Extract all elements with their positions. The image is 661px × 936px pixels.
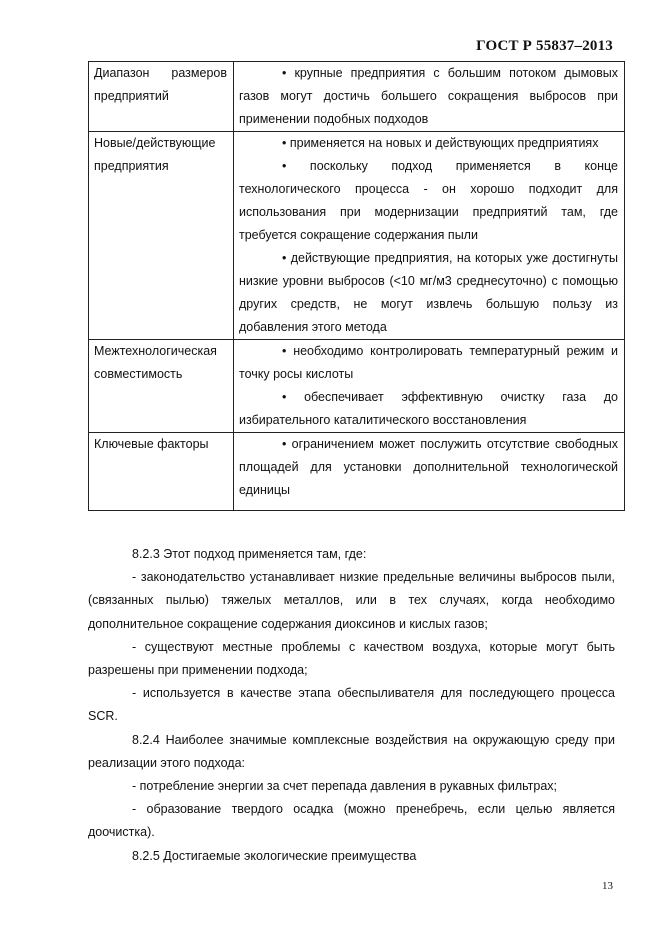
table-row (89, 433, 625, 511)
document-header: ГОСТ Р 55837–2013 (476, 38, 613, 54)
row-label: Ключевые факторы (89, 433, 234, 511)
bullet-item: • поскольку подход применяется в конце технологического процесса - он хорошо подходит для использования при модернизации предприятий там, где требуется сокращение содержания пыли (239, 159, 618, 242)
bullet-item: • обеспечивает эффективную очистку газа до избирательного каталитического восстановления (239, 390, 618, 427)
bullet-item: • применяется на новых и действующих предприятиях (282, 136, 599, 150)
row-content (234, 132, 625, 340)
paragraph: 8.2.5 Достигаемые экологические преимущества (132, 848, 417, 863)
table-row (89, 340, 625, 433)
page-number: 13 (602, 880, 613, 892)
bullet-item: • действующие предприятия, на которых уже достигнуты низкие уровни выбросов (<10 мг/м3 среднесуточно) с помощью других средств, не могут извлечь большую пользу из добавления этого метода (239, 251, 618, 334)
characteristics-table (88, 61, 625, 511)
paragraph: - используется в качестве этапа обеспыливателя для последующего процесса SCR. (88, 686, 615, 724)
paragraph: - существуют местные проблемы с качеством воздуха, которые могут быть разрешены при применении подхода; (88, 639, 615, 678)
paragraph: 8.2.4 Наиболее значимые комплексные воздействия на окружающую среду при реализации этого подхода: (88, 732, 615, 770)
row-label: Диапазон размеров предприятий (89, 62, 234, 132)
row-content (234, 62, 625, 132)
paragraph: - потребление энергии за счет перепада давления в рукавных фильтрах; (132, 779, 558, 794)
body-text (88, 543, 615, 868)
row-label: Межтехнологическая совместимость (89, 340, 234, 433)
bullet-item: • ограничением может послужить отсутствие свободных площадей для установки дополнительной технологической единицы (239, 437, 618, 497)
table-row (89, 62, 625, 132)
paragraph: - законодательство устанавливает низкие предельные величины выбросов пыли, (связанных пылью) тяжелых металлов, или в тех случаях, когда необходимо дополнительное сокращение содержания диоксинов и кислых газов; (88, 570, 615, 631)
bullet-item: • крупные предприятия с большим потоком дымовых газов могут достичь большего сокращения выбросов при применении подобных подходов (239, 66, 618, 126)
table-row (89, 132, 625, 340)
bullet-item: • необходимо контролировать температурный режим и точку росы кислоты (239, 344, 618, 381)
row-content (234, 433, 625, 511)
paragraph: - образование твердого осадка (можно пренебречь, если целью является доочистка). (88, 802, 615, 840)
row-content (234, 340, 625, 433)
row-label: Новые/действующие предприятия (89, 132, 234, 340)
paragraph: 8.2.3 Этот подход применяется там, где: (132, 547, 367, 561)
